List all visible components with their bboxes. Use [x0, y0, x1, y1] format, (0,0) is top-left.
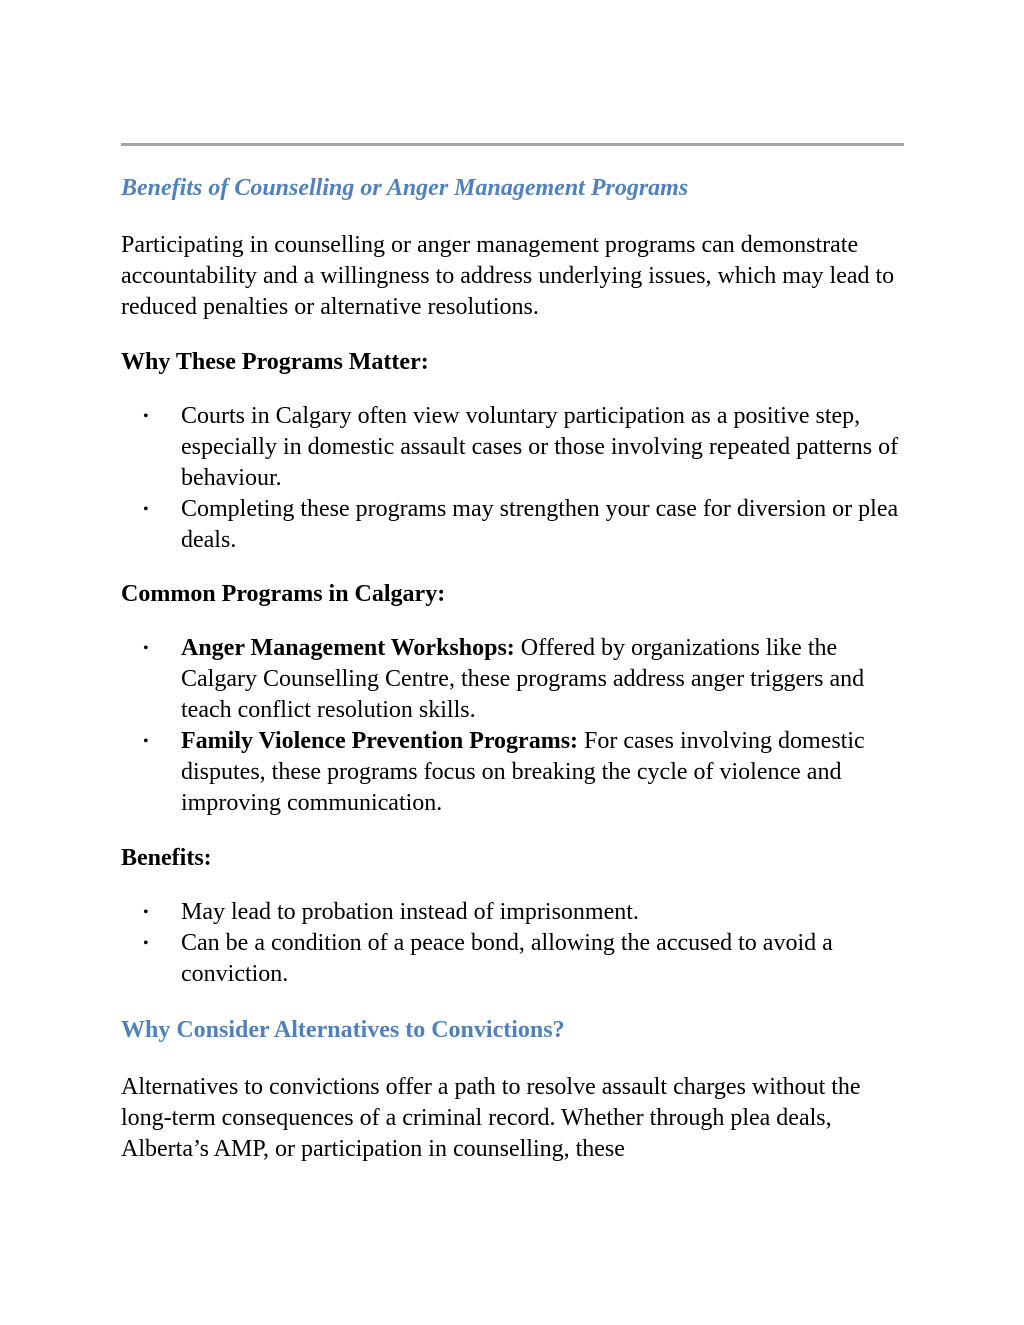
bullet-icon: • [143, 733, 149, 750]
bullet-icon: • [143, 640, 149, 657]
list-item-text: Can be a condition of a peace bond, allowing the accused to avoid a conviction. [181, 930, 833, 987]
common-programs-list [121, 633, 911, 819]
list-item [121, 633, 911, 726]
bullet-icon: • [143, 501, 149, 518]
list-item-text: May lead to probation instead of imprisonment. [181, 899, 639, 925]
list-item-text: Completing these programs may strengthen your case for diversion or plea deals. [181, 496, 899, 553]
horizontal-rule [121, 143, 904, 146]
subheading-common-programs: Common Programs in Calgary: [121, 581, 446, 607]
list-item [121, 897, 911, 928]
benefits-list [121, 897, 911, 990]
list-item [121, 726, 911, 819]
list-item [121, 928, 911, 990]
bullet-icon: • [143, 408, 149, 425]
bullet-icon: • [143, 935, 149, 952]
list-item [121, 494, 911, 556]
program-description: For cases involving domestic disputes, these programs focus on breaking the cycle of violence and improving communication. [181, 728, 865, 816]
alternatives-paragraph: Alternatives to convictions offer a path to resolve assault charges without the long-term consequences of a criminal record. Whether through plea deals, Alberta’s AMP, or participation in counselling, these [121, 1074, 861, 1162]
why-matter-list [121, 401, 911, 556]
list-item [121, 401, 911, 494]
program-description: Offered by organizations like the Calgary Counselling Centre, these programs address anger triggers and teach conflict resolution skills. [181, 635, 865, 723]
bullet-icon: • [143, 904, 149, 921]
program-label: Family Violence Prevention Programs: [181, 728, 579, 754]
program-label: Anger Management Workshops: [181, 635, 515, 661]
subheading-benefits: Benefits: [121, 845, 212, 871]
subheading-why-programs-matter: Why These Programs Matter: [121, 349, 429, 375]
section-heading-why-consider-alternatives: Why Consider Alternatives to Convictions? [121, 1017, 565, 1043]
section-heading-benefits-of-counselling: Benefits of Counselling or Anger Management Programs [121, 175, 689, 201]
list-item-text: Courts in Calgary often view voluntary participation as a positive step, especially in domestic assault cases or those involving repeated patterns of behaviour. [181, 403, 899, 491]
intro-paragraph: Participating in counselling or anger management programs can demonstrate accountability and a willingness to address underlying issues, which may lead to reduced penalties or alternative resolutions. [121, 232, 895, 320]
document-content [121, 172, 911, 1165]
